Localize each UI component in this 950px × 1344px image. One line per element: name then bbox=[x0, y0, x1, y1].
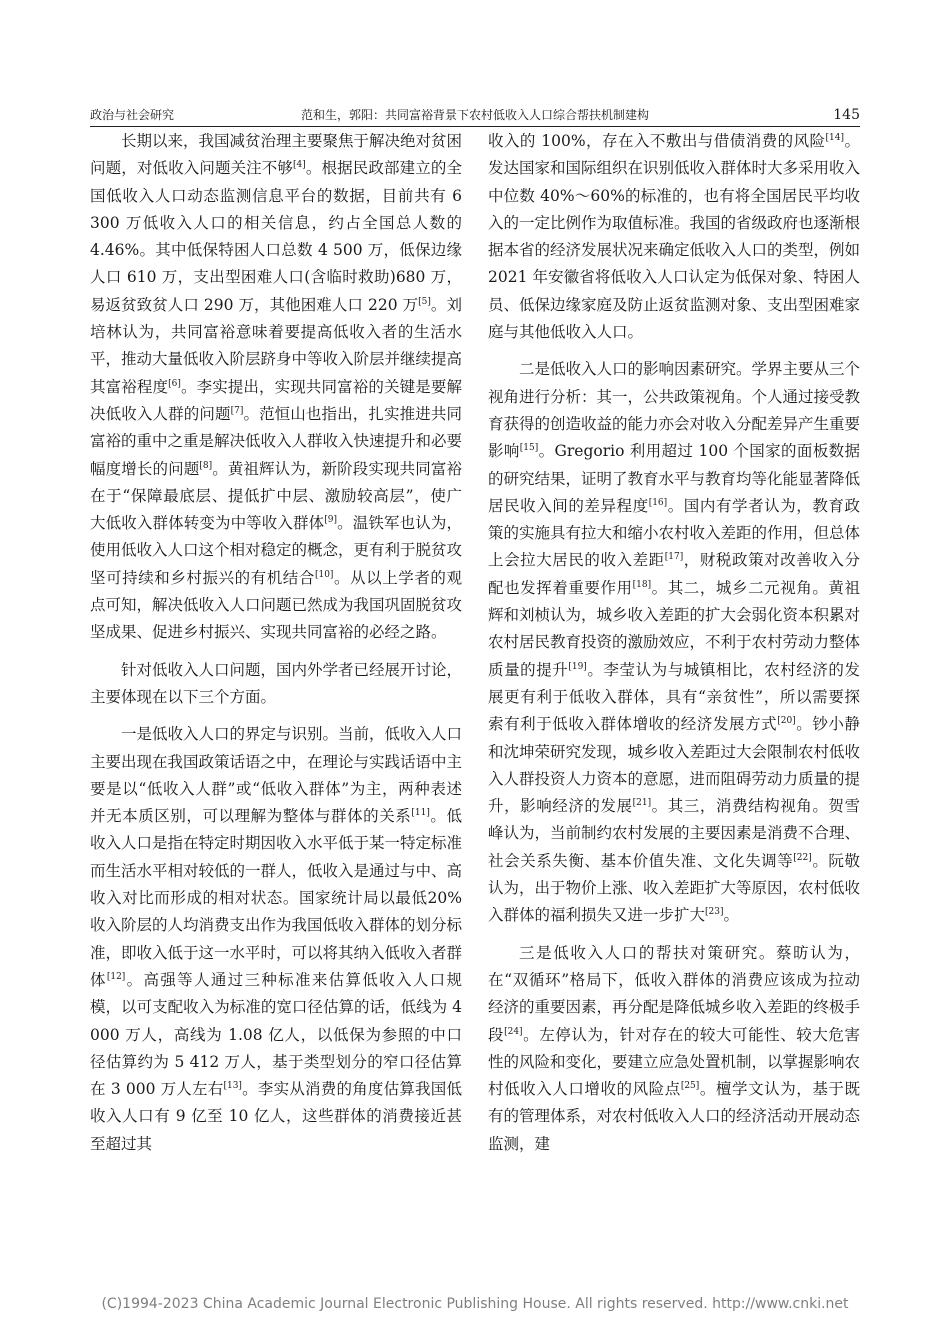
text-run: 。低收入人口是指在特定时期因收入水平低于某一特定标准而生活水平相对较低的一群人，低收入是通过与中、高收入对比而形成的相对状态。国家统计局以最低20%收入阶层的人均消费支出作为我国低收入群体的划分标准，即收入低于这一水平时，可以将其纳入低收入者群体 bbox=[90, 807, 463, 989]
paragraph bbox=[488, 128, 860, 346]
left-column bbox=[90, 128, 462, 1158]
copyright-footer: (C)1994-2023 China Academic Journal Electronic Publishing House. All rights reserved. http://www.cnki.net bbox=[101, 1296, 849, 1312]
page-number: 145 bbox=[833, 107, 860, 123]
citation-ref: [8] bbox=[199, 460, 213, 471]
citation-ref: [16] bbox=[648, 497, 668, 508]
paragraph bbox=[488, 356, 860, 929]
citation-ref: [21] bbox=[632, 797, 652, 808]
text-run: ，财税政策对改善收入分配也发挥着重要作用 bbox=[488, 551, 860, 597]
citation-ref: [13] bbox=[223, 1080, 242, 1091]
citation-ref: [9] bbox=[324, 515, 338, 525]
citation-ref: [11] bbox=[411, 807, 430, 818]
article-running-title: 范和生，郭阳：共同富裕背景下农村低收入人口综合帮扶机制建构 bbox=[300, 108, 649, 122]
text-run: 收入的 100%，存在入不敷出与借债消费的风险 bbox=[488, 132, 826, 150]
citation-ref: [24] bbox=[504, 1026, 523, 1037]
text-run: 。高强等人通过三种标准来估算低收入人口规模，以可支配收入为标准的宽口径估算的话，低线为 4 000 万人，高线为 1.08 亿人，以低保为参照的中口径估算约为 5 412 万人，基于类型划分的窄口径估算在 3 000 万人左右 bbox=[90, 970, 462, 1099]
citation-ref: [20] bbox=[777, 716, 796, 727]
citation-ref: [7] bbox=[230, 405, 244, 416]
text-run: 一是低收入人口的界定与识别。当前，低收入人口主要出现在我国政策话语之中，在理论与实践话语中主要是以“低收入人群”或“低收入群体”为主，两种表述并无本质区别，可以理解为整体与群体的关系 bbox=[90, 725, 463, 826]
citation-ref: [18] bbox=[632, 579, 652, 590]
text-run: 。温铁军也认为，使用低收入人口这个相对稳定的概念，更有利于脱贫攻坚可持续和乡村振兴的有机结合 bbox=[90, 514, 463, 587]
text-run: 。阮敬认为，出于物价上涨、收入差距扩大等原因，农村低收入群体的福利损失又进一步扩大 bbox=[488, 851, 861, 925]
text-run: 。檀学文认为，基于既有的管理体系，对农村低收入人口的经济活动开展动态监测，建 bbox=[488, 1080, 861, 1153]
text-run: 。李实从消费的角度估算我国低收入人口有 9 亿至 10 亿人，这些群体的消费接近甚至超过其 bbox=[90, 1080, 462, 1153]
text-run: 长期以来，我国减贫治理主要聚焦于解决绝对贫困问题，对低收入问题关注不够 bbox=[90, 132, 463, 178]
text-run: 。根据民政部建立的全国低收入人口动态监测信息平台的数据，目前共有 6 300 万低收入人口的相关信息，约占全国总人数的 4.46%。其中低保特困人口总数 4 500 万，低保边缘人口 610 万，支出型困难人口(含临时救助)680 万，易返贫致贫人口 290 万，其他困难人口 220 万 bbox=[90, 159, 462, 314]
citation-ref: [10] bbox=[314, 569, 334, 580]
text-run: 二是低收入人口的影响因素研究。学界主要从三个视角进行分析：其一，公共政策视角。个人通过接受教育获得的创造收益的能力亦会对收入分配差异产生重要影响 bbox=[488, 360, 861, 461]
text-run: 。李莹认为与城镇相比，农村经济的发展更有利于低收入群体，具有“亲贫性”，所以需要探索有利于低收入群体增收的经济发展方式 bbox=[488, 660, 860, 734]
citation-ref: [4] bbox=[293, 160, 306, 171]
text-run: 。 bbox=[723, 906, 740, 925]
text-run: 。范恒山也指出，扎实推进共同富裕的重中之重是解决低收入人群收入快速提升和必要幅度增长的问题 bbox=[90, 404, 463, 478]
text-run: 。从以上学者的观点可知，解决低收入人口问题已然成为我国巩固脱贫攻坚成果、促进乡村振兴、实现共同富裕的必经之路。 bbox=[90, 568, 463, 642]
citation-ref: [12] bbox=[106, 971, 126, 982]
citation-ref: [23] bbox=[705, 907, 724, 918]
header-rule bbox=[90, 126, 860, 127]
citation-ref: [5] bbox=[418, 296, 431, 307]
citation-ref: [14] bbox=[825, 132, 845, 143]
text-run: 。李实提出，实现共同富裕的关键是要解决低收入人群的问题 bbox=[90, 377, 462, 423]
right-column bbox=[488, 128, 860, 1158]
text-run: 。左停认为，针对存在的较大可能性、较大危害性的风险和变化，要建立应急处置机制，以掌握影响农村低收入人口增收的风险点 bbox=[488, 1025, 861, 1099]
citation-ref: [15] bbox=[519, 443, 539, 454]
citation-ref: [25] bbox=[680, 1080, 700, 1091]
paragraph bbox=[488, 940, 860, 1158]
citation-ref: [6] bbox=[168, 378, 181, 389]
text-run: 。其二，城乡二元视角。黄祖辉和刘桢认为，城乡收入差距的扩大会弱化资本积累对农村居民教育投资的激励效应，不利于农村劳动力整体质量的提升 bbox=[488, 578, 861, 679]
text-run: 。国内有学者认为，教育政策的实施具有拉大和缩小农村收入差距的作用，但总体上会拉大居民的收入差距 bbox=[488, 496, 861, 570]
running-header bbox=[90, 107, 860, 127]
paragraph bbox=[90, 128, 462, 647]
text-run: 。Gregorio 利用超过 100 个国家的面板数据的研究结果，证明了教育水平与教育均等化能显著降低居民收入间的差异程度 bbox=[488, 442, 861, 515]
paragraph bbox=[90, 657, 462, 712]
journal-section-title: 政治与社会研究 bbox=[90, 108, 175, 122]
citation-ref: [17] bbox=[664, 552, 684, 563]
text-run: 。其三，消费结构视角。贺雪峰认为，当前制约农村发展的主要因素是消费不合理、社会关系失衡、基本价值失准、文化失调等 bbox=[488, 797, 861, 870]
text-run: 针对低收入人口问题，国内外学者已经展开讨论，主要体现在以下三个方面。 bbox=[90, 660, 463, 706]
text-run: 。黄祖辉认为，新阶段实现共同富裕在于“保障最底层、提低扩中层、激励较高层”，使广大低收入群体转变为中等收入群体 bbox=[90, 459, 462, 533]
citation-ref: [22] bbox=[793, 852, 812, 863]
paragraph bbox=[90, 721, 462, 1158]
text-run: 三是低收入人口的帮扶对策研究。蔡昉认为，在“双循环”格局下，低收入群体的消费应该成为拉动经济的重要因素，再分配是降低城乡收入差距的终极手段 bbox=[488, 943, 861, 1044]
text-run: 。发达国家和国际组织在识别低收入群体时大多采用收入中位数 40%～60%的标准的，也有将全国居民平均收入的一定比例作为取值标准。我国的省级政府也逐渐根据本省的经济发展状况来确定低收入人口的类型，例如 2021 年安徽省将低收入人口认定为低保对象、特困人员、低保边缘家庭及防止返贫监测对象、支出型困难家庭与其他低收入人口。 bbox=[488, 132, 861, 342]
citation-ref: [19] bbox=[568, 661, 587, 672]
text-run: 。钞小静和沈坤荣研究发现，城乡收入差距过大会限制农村低收入人群投资人力资本的意愿，进而阻碍劳动力质量的提升，影响经济的发展 bbox=[488, 715, 861, 816]
text-run: 。刘培林认为，共同富裕意味着要提高低收入者的生活水平，推动大量低收入阶层跻身中等收入阶层并继续提高其富裕程度 bbox=[90, 295, 463, 396]
